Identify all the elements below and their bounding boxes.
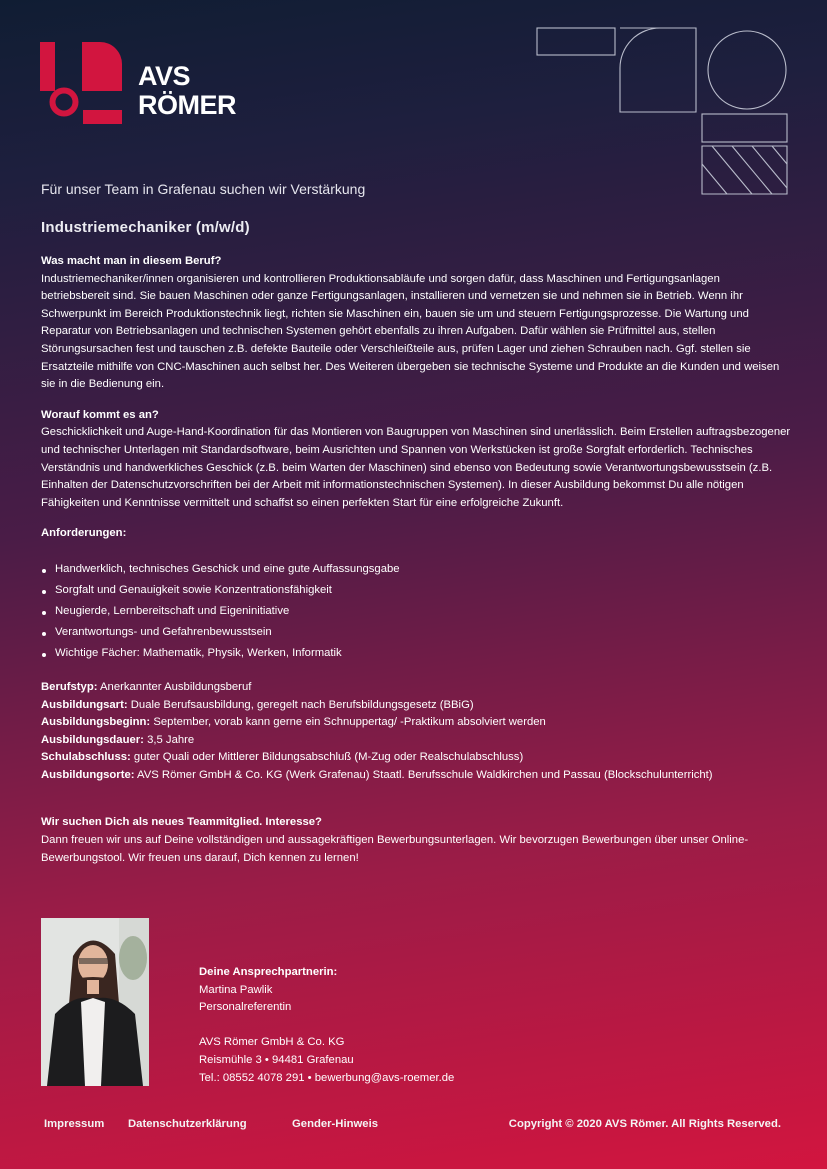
person-photo-icon <box>41 918 149 1086</box>
footer-link-gender-hinweis[interactable]: Gender-Hinweis <box>292 1118 379 1130</box>
what-heading: Was macht man in diesem Beruf? <box>41 255 222 267</box>
fact-row: Berufstyp: Anerkannter Ausbildungsberuf <box>41 680 252 693</box>
call-to-action-body: Dann freuen wir uns auf Deine vollständigen und aussagekräftigen Bewerbungsunterlagen. Wir bevorzugen Bewerbungen über unser Online-Bewerbungstool. Wir freuen uns darauf, Dich kennen zu lernen! <box>41 834 749 864</box>
contact-name: Martina Pawlik <box>199 983 273 996</box>
call-to-action-heading: Wir suchen Dich als neues Teammitglied. Interesse? <box>41 816 322 829</box>
job-facts <box>41 679 791 785</box>
job-description <box>41 253 791 867</box>
list-item: Handwerklich, technisches Geschick und eine gute Auffassungsgabe <box>41 559 791 580</box>
brand-line-2: RÖMER <box>138 90 236 120</box>
focus-body: Geschicklichkeit und Auge-Hand-Koordination für das Montieren von Baugruppen von Maschinen sind unerlässlich. Beim Erstellen auftragsbezogener und technischer Unterlagen mit Standardsoftware, beim Ausrichten und Spannen von Werkstücken ist große Sorgfalt erforderlich. Technisches Verständnis und handwerkliches Geschick (z.B. beim Warten der Maschinen) sind ebenso von Bedeutung sowie Verantwortungsbewusstsein (z.B. Einhalten der Datenschutzvorschriften bei der Arbeit mit informationstechnischen Systemen). In dieser Ausbildung bekommst Du alle nötigen Fähigkeiten und Kenntnisse vermittelt und schaffst so einen perfekten Start für eine erfolgreiche Zukunft. <box>41 426 791 509</box>
requirements-list <box>41 559 791 664</box>
requirements-heading: Anforderungen: <box>41 527 127 540</box>
contact-phone-email[interactable]: Tel.: 08552 4078 291 • bewerbung@avs-roemer.de <box>199 1071 455 1084</box>
contact-company: AVS Römer GmbH & Co. KG <box>199 1036 345 1049</box>
focus-heading: Worauf kommt es an? <box>41 408 159 421</box>
fact-row: Ausbildungsdauer: 3,5 Jahre <box>41 733 195 746</box>
brand-wordmark <box>138 62 236 120</box>
contact-address: Reismühle 3 • 94481 Grafenau <box>199 1053 354 1066</box>
fact-row: Schulabschluss: guter Quali oder Mittlerer Bildungsabschluß (M-Zug oder Realschulabschluss) <box>41 751 524 764</box>
list-item: Verantwortungs- und Gefahrenbewusstsein <box>41 622 791 643</box>
contact-block <box>199 964 454 1087</box>
brand-line-1: AVS <box>138 61 191 91</box>
footer-copyright: Copyright © 2020 AVS Römer. All Rights Reserved. <box>508 1118 781 1130</box>
list-item: Neugierde, Lernbereitschaft und Eigeninitiative <box>41 601 791 622</box>
job-title: Industriemechaniker (m/w/d) <box>41 219 250 236</box>
list-item: Wichtige Fächer: Mathematik, Physik, Werken, Informatik <box>41 643 791 664</box>
contact-role: Personalreferentin <box>199 1001 292 1014</box>
fact-row: Ausbildungsart: Duale Berufsausbildung, geregelt nach Berufsbildungsgesetz (BBiG) <box>41 698 474 711</box>
footer-link-datenschutz[interactable]: Datenschutzerklärung <box>128 1118 247 1130</box>
fact-row: Ausbildungsorte: AVS Römer GmbH & Co. KG (Werk Grafenau) Staatl. Berufsschule Waldkirchen und Passau (Blockschulunterricht) <box>41 768 713 781</box>
contact-photo <box>41 918 149 1086</box>
contact-heading: Deine Ansprechpartnerin: <box>199 966 338 978</box>
decorative-geometric-outline <box>534 26 790 196</box>
list-item: Sorgfalt und Genauigkeit sowie Konzentrationsfähigkeit <box>41 580 791 601</box>
what-body: Industriemechaniker/innen organisieren und kontrollieren Produktionsabläufe und sorgen dafür, dass Maschinen und Fertigungsanlagen betriebsbereit sind. Sie bauen Maschinen oder ganze Fertigungsanlagen, installieren und vernetzen sie und nehmen sie in Betrieb. Wenn ihr Schwerpunkt im Bereich Produktionstechnik liegt, richten sie Maschinen ein, bauen sie um und steuern Fertigungsprozesse. Die Wartung und Reparatur von Betriebsanlagen und technischen Systemen gehört ebenfalls zu ihren Aufgaben. Dafür wählen sie Prüfmittel aus, stellen Störungsursachen fest und tauschen z.B. defekte Bauteile oder Verschleißteile aus, prüfen Lager und ziehen Schrauben nach. Ggf. stellen sie Ersatzteile mithilfe von CNC-Maschinen auch selbst her. Des Weiteren übergeben sie technische Systeme und Produkte an die Kunden und weisen sie in die Bedienung ein. <box>41 272 780 391</box>
footer-link-impressum[interactable]: Impressum <box>44 1118 105 1130</box>
intro-line: Für unser Team in Grafenau suchen wir Verstärkung <box>41 181 366 197</box>
fact-row: Ausbildungsbeginn: September, vorab kann gerne ein Schnuppertag/ -Praktikum absolviert werden <box>41 716 546 729</box>
avs-roemer-logo-mark <box>40 42 122 124</box>
